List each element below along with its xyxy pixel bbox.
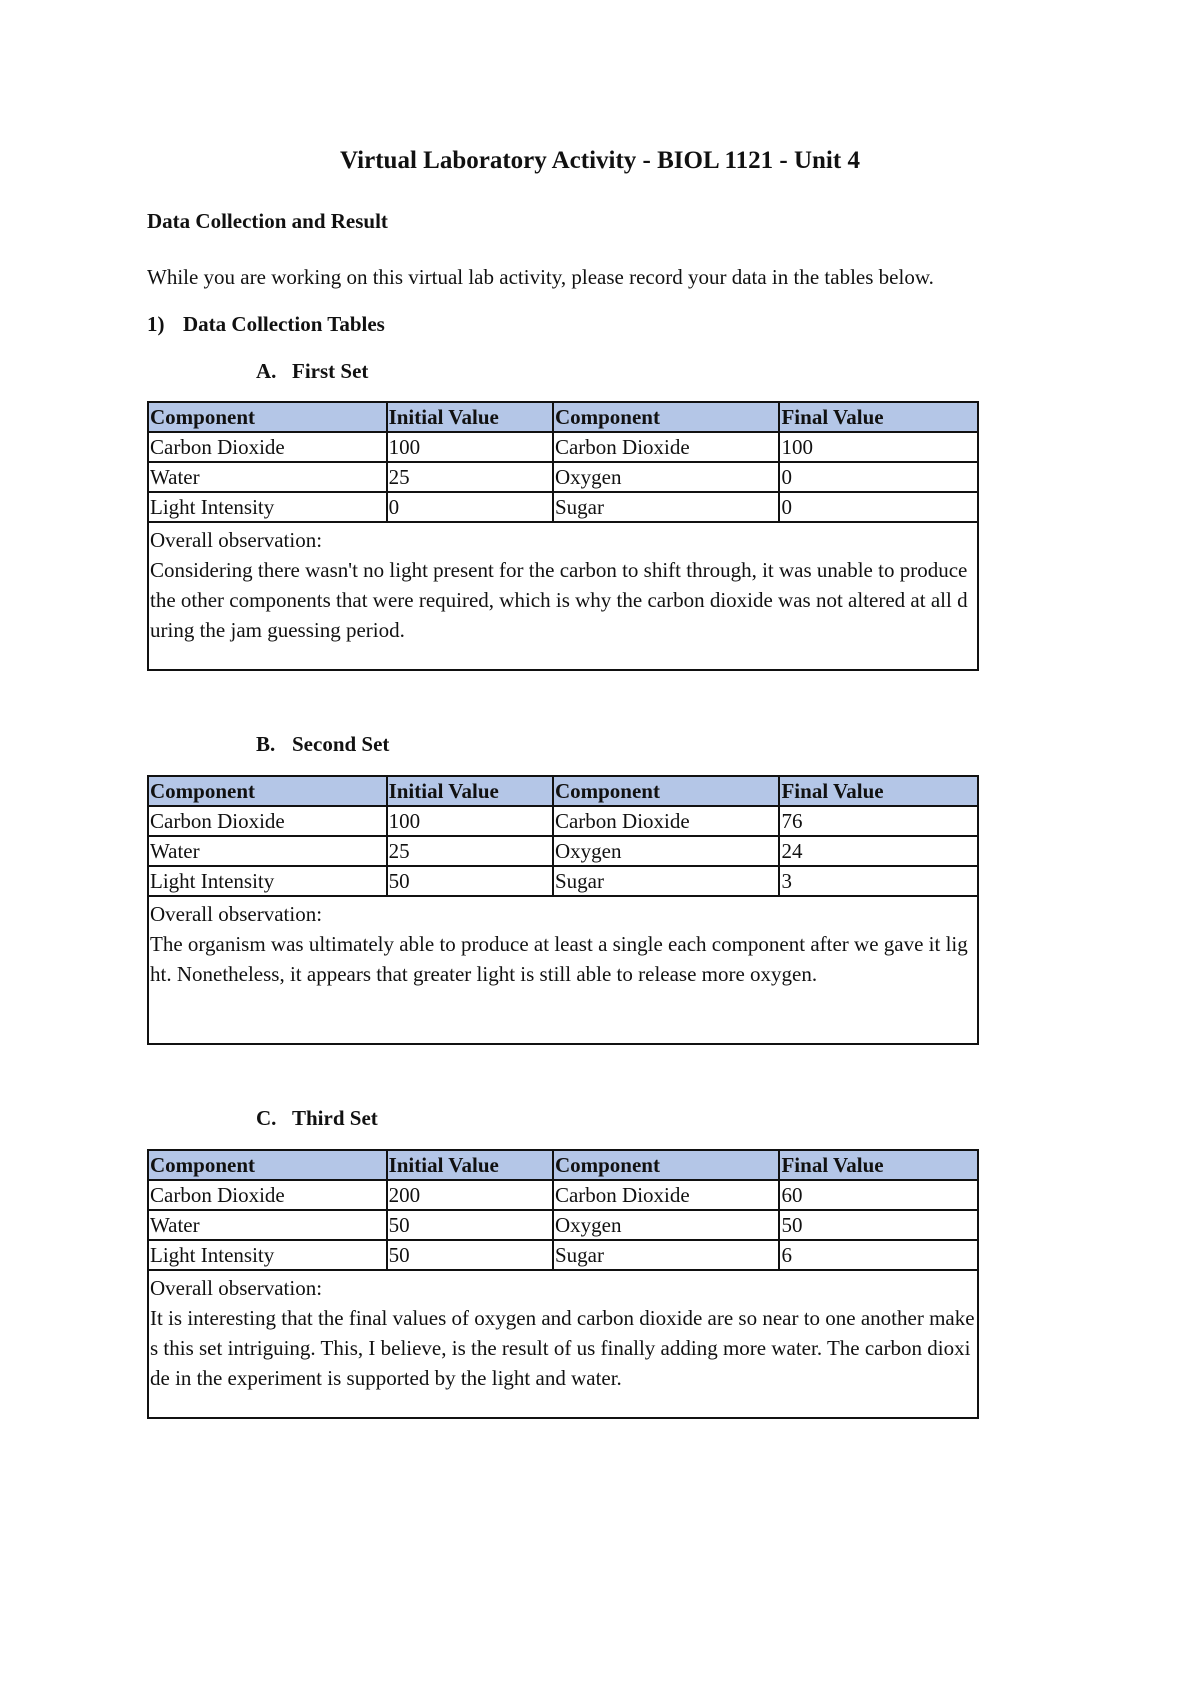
set-heading-first [256,358,368,384]
header-initial-value: Initial Value [387,1150,553,1180]
cell-input-component: Water [148,1210,387,1240]
table-row [148,462,978,492]
set-title: First Set [292,359,369,383]
header-component: Component [553,776,780,806]
data-table-third-set [147,1149,979,1419]
cell-output-component: Oxygen [553,462,780,492]
section-heading: Data Collection and Result [147,209,388,233]
observation-label: Overall observation: [150,1276,323,1300]
observation-cell [148,522,978,670]
observation-label: Overall observation: [150,902,323,926]
cell-final-value: 50 [779,1210,978,1240]
cell-final-value: 0 [779,462,978,492]
page-title: Virtual Laboratory Activity - BIOL 1121 - Unit 4 [340,147,860,174]
table-row [148,492,978,522]
table-row [148,1240,978,1270]
header-initial-value: Initial Value [387,402,553,432]
observation-row [148,522,978,670]
cell-output-component: Carbon Dioxide [553,806,780,836]
cell-input-component: Light Intensity [148,866,387,896]
header-final-value: Final Value [779,776,978,806]
cell-final-value: 6 [779,1240,978,1270]
cell-initial-value: 50 [387,1240,553,1270]
cell-input-component: Light Intensity [148,1240,387,1270]
header-component: Component [553,402,780,432]
set-title: Third Set [292,1106,378,1130]
observation-row [148,896,978,1044]
cell-final-value: 0 [779,492,978,522]
cell-final-value: 3 [779,866,978,896]
header-component: Component [553,1150,780,1180]
observation-text: Considering there wasn't no light present for the carbon to shift through, it was unable to produce the other components that were required, which is why the carbon dioxide was not altered at all during the jam guessing period. [150,558,968,642]
observation-text: It is interesting that the final values of oxygen and carbon dioxide are so near to one another makes this set intriguing. This, I believe, is the result of us finally adding more water. The carbon dioxide in the experiment is supported by the light and water. [150,1306,975,1390]
observation-row [148,1270,978,1418]
cell-input-component: Light Intensity [148,492,387,522]
observation-cell [148,896,978,1044]
table-row [148,1180,978,1210]
set-heading-third [256,1105,378,1131]
observation-label: Overall observation: [150,528,323,552]
cell-initial-value: 100 [387,806,553,836]
header-component: Component [148,402,387,432]
table-header-row [148,776,978,806]
set-heading-second [256,731,389,757]
cell-output-component: Oxygen [553,836,780,866]
cell-input-component: Carbon Dioxide [148,806,387,836]
cell-input-component: Carbon Dioxide [148,432,387,462]
observation-text: The organism was ultimately able to produce at least a single each component after we gave it light. Nonetheless, it appears that greater light is still able to release more oxygen. [150,932,968,986]
cell-input-component: Water [148,836,387,866]
header-component: Component [148,1150,387,1180]
cell-final-value: 60 [779,1180,978,1210]
list-heading-text: Data Collection Tables [183,312,385,336]
cell-final-value: 76 [779,806,978,836]
table-header-row [148,402,978,432]
cell-output-component: Oxygen [553,1210,780,1240]
cell-final-value: 24 [779,836,978,866]
cell-output-component: Sugar [553,492,780,522]
table-row [148,806,978,836]
table-row [148,836,978,866]
cell-initial-value: 0 [387,492,553,522]
observation-cell [148,1270,978,1418]
cell-output-component: Sugar [553,1240,780,1270]
cell-output-component: Carbon Dioxide [553,432,780,462]
table-row [148,432,978,462]
cell-output-component: Sugar [553,866,780,896]
intro-paragraph: While you are working on this virtual lab activity, please record your data in the tables below. [147,265,934,289]
cell-initial-value: 200 [387,1180,553,1210]
list-heading [147,311,385,337]
header-final-value: Final Value [779,402,978,432]
header-initial-value: Initial Value [387,776,553,806]
data-table-first-set [147,401,979,671]
set-letter: C. [256,1106,277,1130]
cell-initial-value: 50 [387,1210,553,1240]
cell-initial-value: 25 [387,836,553,866]
cell-initial-value: 25 [387,462,553,492]
cell-final-value: 100 [779,432,978,462]
cell-input-component: Carbon Dioxide [148,1180,387,1210]
set-letter: A. [256,359,277,383]
table-row [148,866,978,896]
cell-output-component: Carbon Dioxide [553,1180,780,1210]
set-letter: B. [256,732,276,756]
cell-input-component: Water [148,462,387,492]
data-table-second-set [147,775,979,1045]
cell-initial-value: 100 [387,432,553,462]
header-component: Component [148,776,387,806]
table-row [148,1210,978,1240]
cell-initial-value: 50 [387,866,553,896]
list-number: 1) [147,312,165,336]
set-title: Second Set [292,732,390,756]
header-final-value: Final Value [779,1150,978,1180]
table-header-row [148,1150,978,1180]
